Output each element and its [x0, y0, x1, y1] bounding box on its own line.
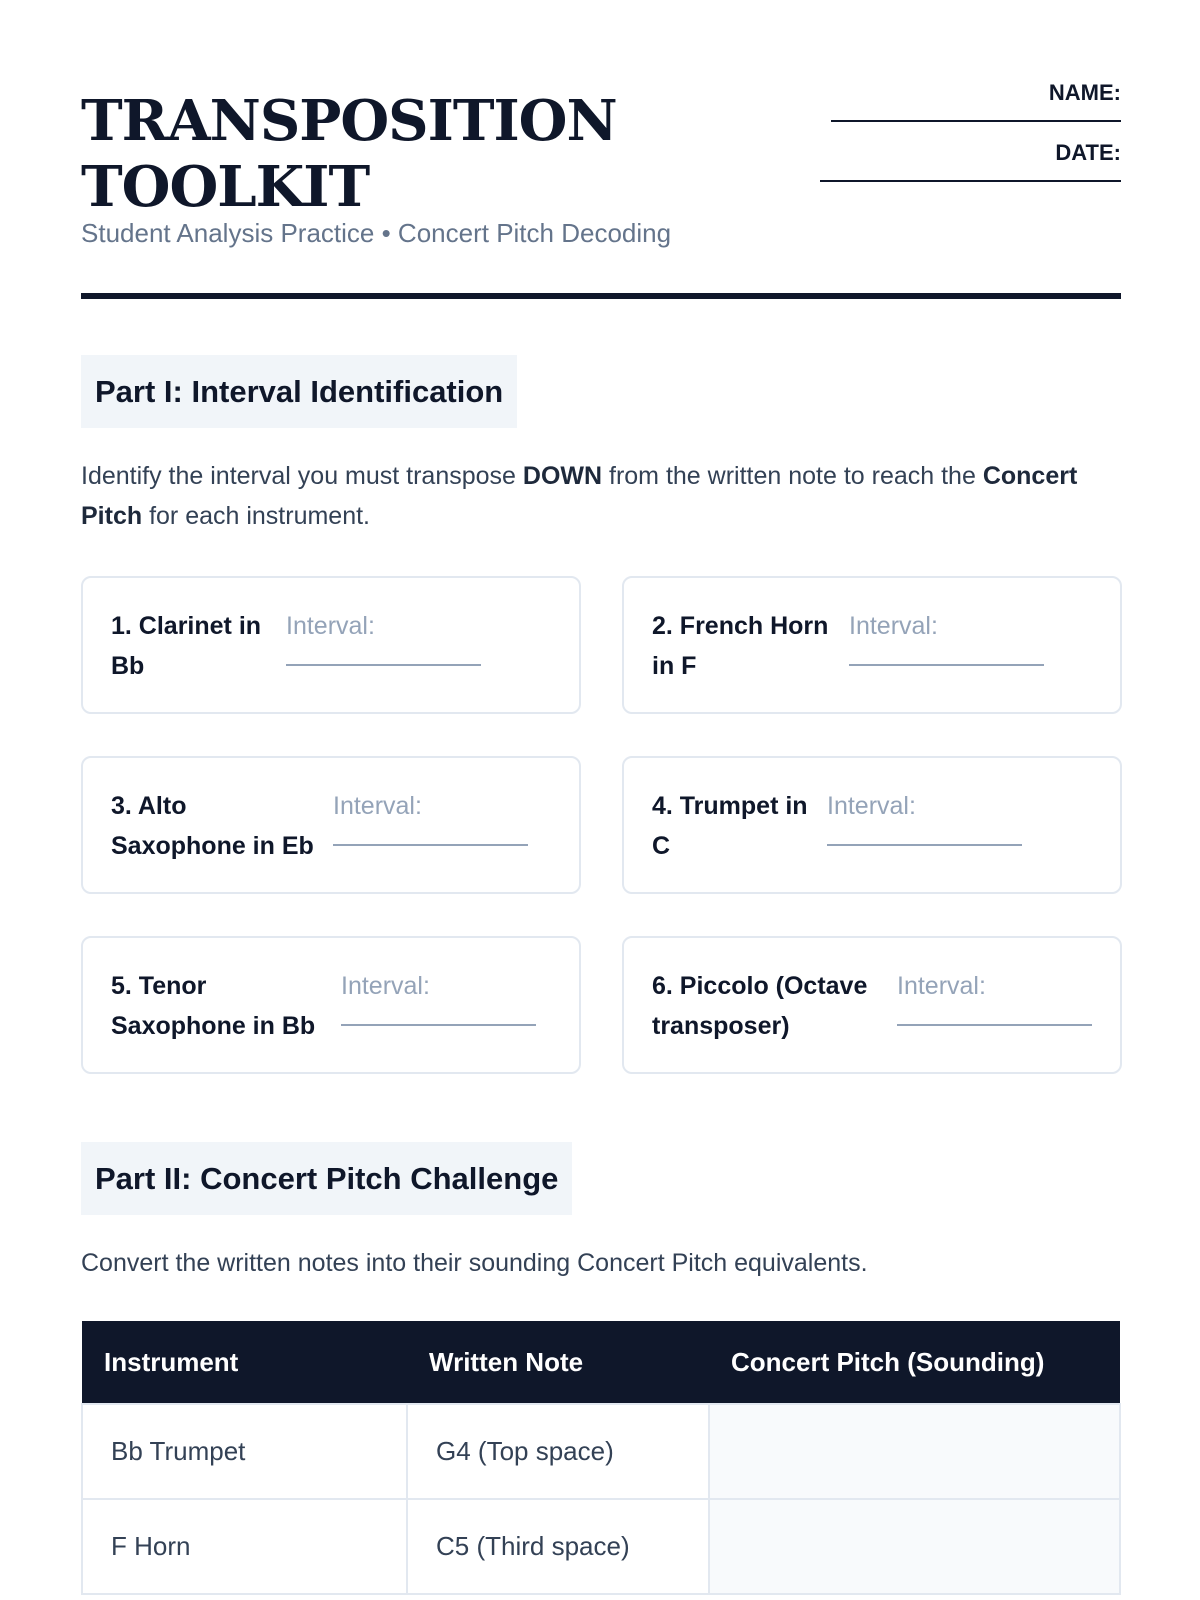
- date-field[interactable]: [820, 166, 1121, 182]
- card-interval: [897, 966, 1092, 1072]
- interval-card-6: [622, 936, 1122, 1074]
- cell-written-note: G4 (Top space): [407, 1404, 709, 1499]
- concert-pitch-table: [81, 1321, 1121, 1595]
- interval-card-5: [81, 936, 581, 1074]
- card-interval: [286, 606, 481, 712]
- column-header-written-note: Written Note: [407, 1321, 709, 1404]
- interval-label: Interval:: [897, 972, 986, 1000]
- card-instrument: [111, 786, 333, 892]
- card-instrument: [652, 786, 827, 892]
- card-instrument-line1: 4. Trumpet in: [652, 792, 808, 820]
- card-instrument-line2: Saxophone in Eb: [111, 832, 314, 860]
- card-interval: [333, 786, 528, 892]
- date-label: DATE:: [1055, 140, 1121, 165]
- header-divider: [81, 293, 1121, 299]
- card-instrument: [111, 606, 286, 712]
- card-instrument-line2: Saxophone in Bb: [111, 1012, 316, 1040]
- part1-instructions: [81, 456, 1121, 536]
- cell-instrument: F Horn: [82, 1499, 407, 1594]
- table-row: [82, 1404, 1120, 1499]
- card-instrument-line2: transposer): [652, 1012, 790, 1040]
- card-instrument: [111, 966, 341, 1072]
- card-instrument: [652, 966, 897, 1072]
- interval-label: Interval:: [333, 792, 422, 820]
- interval-label: Interval:: [849, 612, 938, 640]
- page-subtitle: Student Analysis Practice • Concert Pitch Decoding: [81, 218, 672, 248]
- interval-card-4: [622, 756, 1122, 894]
- interval-label: Interval:: [341, 972, 430, 1000]
- cell-concert-pitch-answer[interactable]: [709, 1404, 1120, 1499]
- title-line-1: TRANSPOSITION: [81, 88, 617, 154]
- interval-card-3: [81, 756, 581, 894]
- card-interval: [341, 966, 536, 1072]
- title-line-2: TOOLKIT: [81, 154, 370, 220]
- instr-emphasis-concert-pitch: Concert Pitch: [81, 462, 1078, 530]
- part2-instructions: Convert the written notes into their sounding Concert Pitch equivalents.: [81, 1249, 868, 1277]
- name-date-box: [801, 80, 1121, 182]
- card-interval: [827, 786, 1022, 892]
- card-instrument-line1: 1. Clarinet in: [111, 612, 262, 640]
- worksheet-header: [81, 80, 1121, 300]
- cell-instrument: Bb Trumpet: [82, 1404, 407, 1499]
- interval-card-1: [81, 576, 581, 714]
- name-field[interactable]: [831, 106, 1121, 122]
- card-interval: [849, 606, 1044, 712]
- cell-written-note: C5 (Third space): [407, 1499, 709, 1594]
- card-instrument: [652, 606, 849, 712]
- cell-concert-pitch-answer[interactable]: [709, 1499, 1120, 1594]
- interval-label: Interval:: [827, 792, 916, 820]
- card-instrument-line2: in F: [652, 652, 697, 680]
- card-instrument-line1: 2. French Horn: [652, 612, 829, 640]
- card-instrument-line2: C: [652, 832, 671, 860]
- card-instrument-line1: 3. Alto: [111, 792, 187, 820]
- part1-heading: Part I: Interval Identification: [81, 355, 517, 428]
- column-header-concert-pitch: Concert Pitch (Sounding): [709, 1321, 1120, 1404]
- table-row: [82, 1499, 1120, 1594]
- interval-card-2: [622, 576, 1122, 714]
- column-header-instrument: Instrument: [82, 1321, 407, 1404]
- name-label: NAME:: [1048, 80, 1121, 105]
- card-instrument-line1: 5. Tenor: [111, 972, 207, 1000]
- interval-label: Interval:: [286, 612, 375, 640]
- card-instrument-line1: 6. Piccolo (Octave: [652, 972, 868, 1000]
- card-instrument-line2: Bb: [111, 652, 145, 680]
- table-header-row: [82, 1321, 1120, 1404]
- instr-emphasis-down: DOWN: [522, 462, 603, 490]
- part2-heading: Part II: Concert Pitch Challenge: [81, 1142, 572, 1215]
- instr-text-c: from the written note to reach the: [602, 462, 983, 490]
- instr-text-e: for each instrument.: [142, 502, 371, 530]
- instr-text-a: Identify the interval you must transpose: [81, 462, 523, 490]
